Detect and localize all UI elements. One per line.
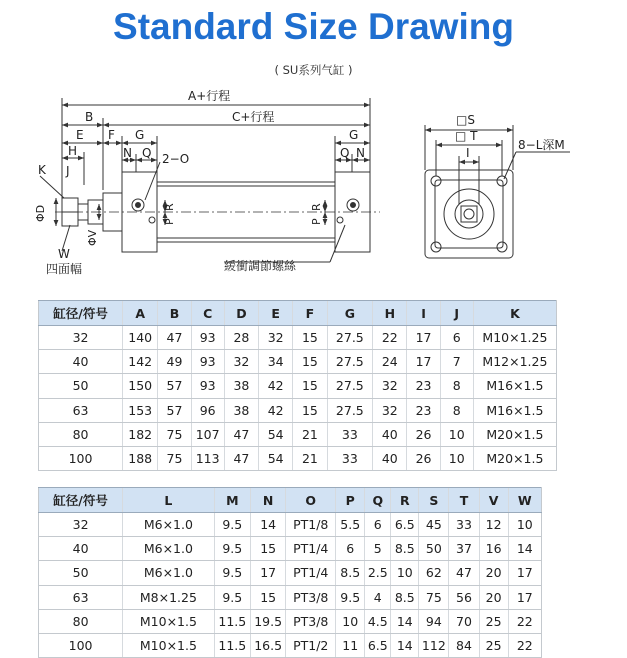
table-cell: 17: [508, 585, 541, 609]
table-cell: 15: [250, 537, 285, 561]
table-cell: 8.5: [336, 561, 365, 585]
table-cell: 15: [293, 398, 327, 422]
label-p-rear: P: [310, 218, 323, 225]
table-cell: 17: [407, 326, 440, 350]
header-cell: G: [327, 301, 373, 326]
label-phi-v: ΦV: [86, 229, 99, 246]
label-q-front: Q: [142, 146, 152, 160]
table-cell: 47: [158, 326, 191, 350]
table-cell: 5.5: [336, 513, 365, 537]
table-cell: 140: [123, 326, 158, 350]
table-cell: 14: [508, 537, 541, 561]
table-cell: 34: [259, 350, 293, 374]
bore-size-cell: 100: [39, 446, 123, 470]
label-k: K: [38, 163, 46, 177]
table-cell: 5: [365, 537, 391, 561]
table-cell: 33: [327, 446, 373, 470]
header-cell: 缸径/符号: [39, 488, 123, 513]
table-cell: 42: [259, 398, 293, 422]
table-cell: 14: [391, 609, 419, 633]
label-2o: 2−O: [162, 152, 190, 166]
table-cell: 28: [224, 326, 258, 350]
table-cell: 15: [250, 585, 285, 609]
table-row: [39, 446, 557, 470]
header-cell: T: [449, 488, 479, 513]
table-cell: 54: [259, 446, 293, 470]
table-cell: 47: [224, 422, 258, 446]
table-cell: 15: [293, 350, 327, 374]
table-cell: M16×1.5: [473, 374, 556, 398]
table-cell: 12: [479, 513, 508, 537]
table-cell: M20×1.5: [473, 446, 556, 470]
table-cell: 2.5: [365, 561, 391, 585]
table-cell: 23: [407, 398, 440, 422]
table-cell: 142: [123, 350, 158, 374]
table-cell: 7: [440, 350, 473, 374]
header-cell: R: [391, 488, 419, 513]
table-cell: 32: [224, 350, 258, 374]
label-four-face: 四面幅: [46, 262, 83, 276]
page-subtitle: ( SU系列气缸 ): [274, 63, 353, 77]
table-cell: 6: [365, 513, 391, 537]
table-cell: M10×1.25: [473, 326, 556, 350]
table-cell: 47: [224, 446, 258, 470]
table-row: [39, 422, 557, 446]
header-cell: M: [214, 488, 250, 513]
table-cell: 17: [508, 561, 541, 585]
table-cell: 19.5: [250, 609, 285, 633]
label-j: J: [66, 164, 70, 178]
table-cell: PT3/8: [286, 609, 336, 633]
table-cell: 23: [407, 374, 440, 398]
header-cell: L: [123, 488, 214, 513]
header-cell: N: [250, 488, 285, 513]
header-cell: K: [473, 301, 556, 326]
table-cell: 150: [123, 374, 158, 398]
table-cell: 93: [191, 326, 224, 350]
header-cell: Q: [365, 488, 391, 513]
table-cell: 8: [440, 398, 473, 422]
table-cell: PT1/8: [286, 513, 336, 537]
table-cell: 6.5: [365, 633, 391, 657]
table-cell: 153: [123, 398, 158, 422]
table-cell: 9.5: [214, 561, 250, 585]
label-8l-depth-m: 8−L深M: [518, 138, 565, 152]
table-cell: 15: [293, 326, 327, 350]
header-cell: P: [336, 488, 365, 513]
bore-size-cell: 63: [39, 398, 123, 422]
table-header-row: [39, 488, 542, 513]
label-s: □S: [456, 113, 475, 127]
table-cell: 24: [373, 350, 407, 374]
table-row: [39, 513, 542, 537]
table-cell: 56: [449, 585, 479, 609]
table-cell: 27.5: [327, 374, 373, 398]
table-row: [39, 398, 557, 422]
table-cell: 14: [250, 513, 285, 537]
table-cell: 6: [336, 537, 365, 561]
table-cell: M12×1.25: [473, 350, 556, 374]
label-e: E: [76, 128, 84, 142]
spec-table-1: [38, 300, 557, 471]
table-row: [39, 350, 557, 374]
label-q-rear: Q: [340, 146, 350, 160]
table-cell: 8: [440, 374, 473, 398]
table-cell: 38: [224, 398, 258, 422]
table-cell: 16: [479, 537, 508, 561]
label-phi-d: ΦD: [34, 204, 47, 222]
label-r-front: R: [163, 203, 176, 211]
bore-size-cell: 63: [39, 585, 123, 609]
header-cell: E: [259, 301, 293, 326]
header-cell: S: [419, 488, 449, 513]
table-cell: M6×1.0: [123, 513, 214, 537]
label-c-stroke: C+行程: [232, 110, 275, 124]
bore-size-cell: 80: [39, 609, 123, 633]
table-cell: 26: [407, 422, 440, 446]
table-cell: 25: [479, 633, 508, 657]
table-cell: 45: [419, 513, 449, 537]
table-cell: 50: [419, 537, 449, 561]
bore-size-cell: 50: [39, 374, 123, 398]
table-cell: 10: [508, 513, 541, 537]
table-cell: M6×1.0: [123, 537, 214, 561]
label-a-stroke: A+行程: [188, 89, 231, 103]
table-cell: 10: [391, 561, 419, 585]
table-cell: 21: [293, 422, 327, 446]
bore-size-cell: 100: [39, 633, 123, 657]
table-cell: 38: [224, 374, 258, 398]
table-row: [39, 537, 542, 561]
table-cell: 27.5: [327, 398, 373, 422]
table-cell: 49: [158, 350, 191, 374]
header-cell: V: [479, 488, 508, 513]
header-cell: 缸径/符号: [39, 301, 123, 326]
table-cell: 16.5: [250, 633, 285, 657]
label-p-front: P: [163, 218, 176, 225]
label-g-front: G: [135, 128, 145, 142]
header-cell: D: [224, 301, 258, 326]
label-n-front: N: [123, 146, 132, 160]
table-cell: M6×1.0: [123, 561, 214, 585]
table-cell: 75: [158, 422, 191, 446]
table-cell: 9.5: [214, 513, 250, 537]
table-row: [39, 561, 542, 585]
header-cell: C: [191, 301, 224, 326]
table-cell: 42: [259, 374, 293, 398]
table-cell: 21: [293, 446, 327, 470]
table-cell: 22: [373, 326, 407, 350]
bore-size-cell: 40: [39, 537, 123, 561]
table-cell: 9.5: [336, 585, 365, 609]
table-cell: 22: [508, 609, 541, 633]
table-cell: 20: [479, 585, 508, 609]
table-cell: 32: [373, 398, 407, 422]
table-cell: 4.5: [365, 609, 391, 633]
table-cell: 4: [365, 585, 391, 609]
table-cell: 37: [449, 537, 479, 561]
table-cell: 20: [479, 561, 508, 585]
table-cell: 8.5: [391, 537, 419, 561]
table-cell: 11.5: [214, 609, 250, 633]
table-cell: M10×1.5: [123, 633, 214, 657]
table-cell: 17: [407, 350, 440, 374]
spec-table-2: [38, 487, 542, 658]
header-cell: B: [158, 301, 191, 326]
header-cell: J: [440, 301, 473, 326]
table-cell: 93: [191, 374, 224, 398]
table-cell: 75: [419, 585, 449, 609]
bore-size-cell: 32: [39, 513, 123, 537]
table-cell: M20×1.5: [473, 422, 556, 446]
table-cell: 33: [449, 513, 479, 537]
header-cell: W: [508, 488, 541, 513]
table-cell: PT1/4: [286, 561, 336, 585]
bore-size-cell: 32: [39, 326, 123, 350]
header-cell: F: [293, 301, 327, 326]
table-cell: 57: [158, 398, 191, 422]
table-cell: 10: [440, 422, 473, 446]
bore-size-cell: 40: [39, 350, 123, 374]
label-r-rear: R: [310, 203, 323, 211]
table-cell: PT3/8: [286, 585, 336, 609]
table-cell: 94: [419, 609, 449, 633]
table-cell: 10: [440, 446, 473, 470]
header-cell: I: [407, 301, 440, 326]
table-cell: 15: [293, 374, 327, 398]
label-f: F: [108, 128, 115, 142]
table-cell: 27.5: [327, 350, 373, 374]
label-g-rear: G: [349, 128, 359, 142]
table-cell: 6.5: [391, 513, 419, 537]
label-h: H: [68, 144, 78, 158]
table-cell: 93: [191, 350, 224, 374]
table-header-row: [39, 301, 557, 326]
table-row: [39, 585, 542, 609]
table-cell: PT1/4: [286, 537, 336, 561]
label-i: I: [466, 146, 470, 160]
table-cell: 17: [250, 561, 285, 585]
table-cell: 33: [327, 422, 373, 446]
table-row: [39, 374, 557, 398]
label-w: W: [58, 247, 70, 261]
table-cell: M8×1.25: [123, 585, 214, 609]
table-cell: 113: [191, 446, 224, 470]
table-cell: 57: [158, 374, 191, 398]
label-cushion-screw: 緩衝調節螺絲: [224, 259, 297, 273]
header-cell: A: [123, 301, 158, 326]
table-cell: 75: [158, 446, 191, 470]
table-cell: PT1/2: [286, 633, 336, 657]
table-cell: 182: [123, 422, 158, 446]
table-cell: 40: [373, 446, 407, 470]
table-cell: M10×1.5: [123, 609, 214, 633]
label-t: □ T: [455, 129, 478, 143]
table-row: [39, 633, 542, 657]
table-cell: 6: [440, 326, 473, 350]
table-cell: 47: [449, 561, 479, 585]
header-cell: H: [373, 301, 407, 326]
table-cell: 14: [391, 633, 419, 657]
table-row: [39, 609, 542, 633]
table-cell: 188: [123, 446, 158, 470]
bore-size-cell: 80: [39, 422, 123, 446]
table-cell: 32: [373, 374, 407, 398]
table-cell: 9.5: [214, 585, 250, 609]
table-cell: 40: [373, 422, 407, 446]
bore-size-cell: 50: [39, 561, 123, 585]
table-cell: 9.5: [214, 537, 250, 561]
table-cell: 22: [508, 633, 541, 657]
table-cell: 11.5: [214, 633, 250, 657]
table-cell: 25: [479, 609, 508, 633]
cylinder-drawing: [0, 80, 627, 290]
table-cell: 10: [336, 609, 365, 633]
header-cell: O: [286, 488, 336, 513]
table-cell: 27.5: [327, 326, 373, 350]
label-n-rear: N: [356, 146, 365, 160]
table-cell: 54: [259, 422, 293, 446]
table-cell: M16×1.5: [473, 398, 556, 422]
table-cell: 84: [449, 633, 479, 657]
table-cell: 70: [449, 609, 479, 633]
table-row: [39, 326, 557, 350]
table-cell: 26: [407, 446, 440, 470]
table-cell: 112: [419, 633, 449, 657]
label-b: B: [85, 110, 94, 124]
table-cell: 32: [259, 326, 293, 350]
table-cell: 11: [336, 633, 365, 657]
table-cell: 107: [191, 422, 224, 446]
table-cell: 96: [191, 398, 224, 422]
table-cell: 62: [419, 561, 449, 585]
page-title: Standard Size Drawing: [113, 6, 514, 47]
table-cell: 8.5: [391, 585, 419, 609]
